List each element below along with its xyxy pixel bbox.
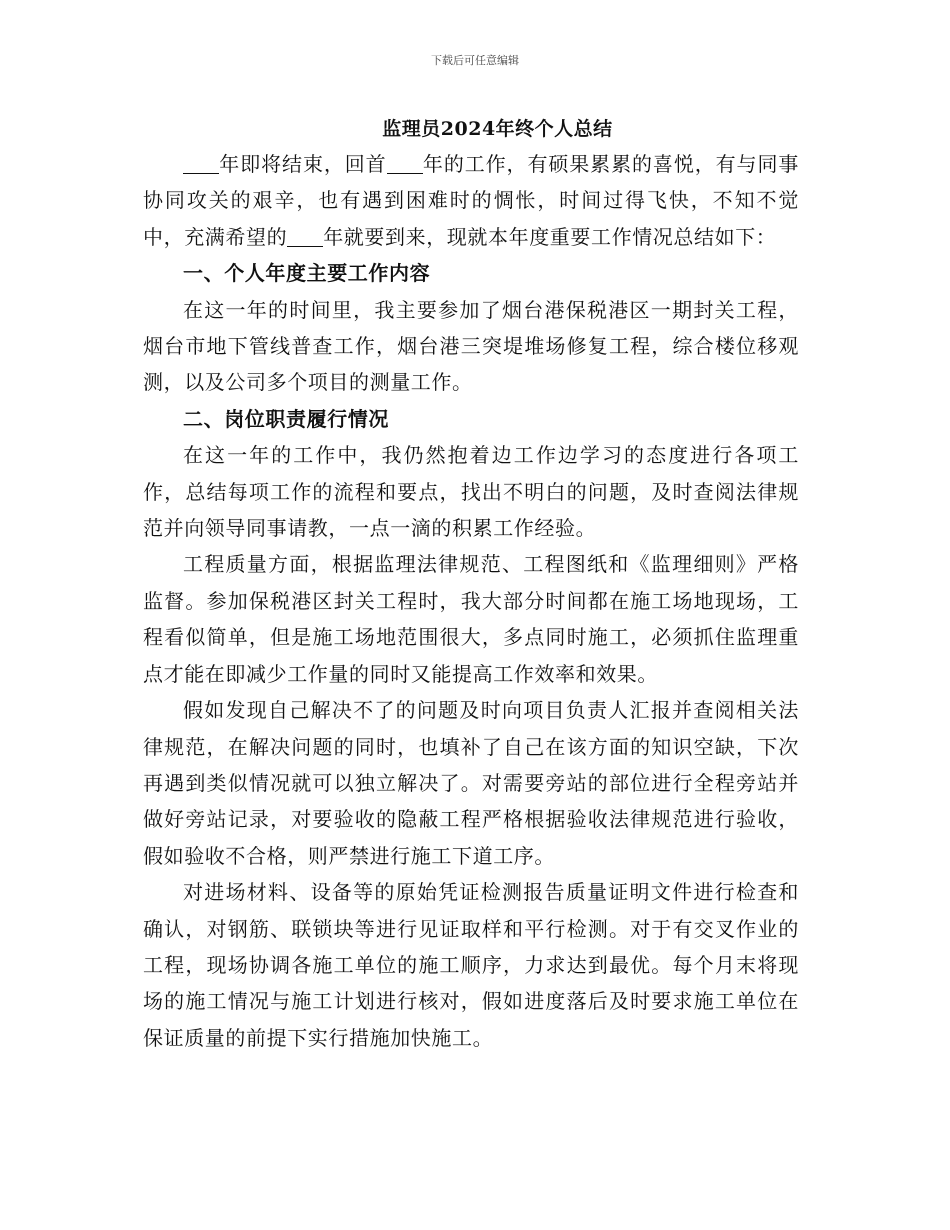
section-heading-2: 二、岗位职责履行情况 [183, 406, 389, 431]
document-title: 监理员2024年终个人总结 [382, 118, 613, 140]
intro-text-2: 年的工作，有硕果累累的喜悦，有与同事协同攻关的艰辛，也有遇到困难时的惆怅，时间过得飞快，不知不觉中，充满希望的 [143, 152, 799, 249]
section2-paragraph-4: 对进场材料、设备等的原始凭证检测报告质量证明文件进行检查和确认，对钢筋、联锁块等进行见证取样和平行检测。对于有交叉作业的工程，现场协调各施工单位的施工顺序，力求达到最优。每个月末将现场的施工情况与施工计划进行核对，假如进度落后及时要求施工单位在保证质量的前提下实行措施加快施工。 [143, 880, 799, 1050]
intro-text-3: 年就要到来，现就本年度重要工作情况总结如下： [323, 224, 777, 249]
header-note: 下载后可任意编辑 [431, 54, 519, 67]
section1-paragraph-1: 在这一年的时间里，我主要参加了烟台港保税港区一期封关工程，烟台市地下管线普查工作，烟台港三突堤堆场修复工程，综合楼位移观测，以及公司多个项目的测量工作。 [143, 297, 799, 395]
section2-paragraph-3: 假如发现自己解决不了的问题及时向项目负责人汇报并查阅相关法律规范，在解决问题的同时，也填补了自己在该方面的知识空缺，下次再遇到类似情况就可以独立解决了。对需要旁站的部位进行全程旁站并做好旁站记录，对要验收的隐蔽工程严格根据验收法律规范进行验收，假如验收不合格，则严禁进行施工下道工序。 [143, 698, 799, 868]
blank-underline [387, 153, 423, 174]
blank-underline [183, 153, 219, 174]
section-heading-1: 一、个人年度主要工作内容 [183, 261, 431, 286]
document-body [143, 146, 799, 1056]
section2-paragraph-2: 工程质量方面，根据监理法律规范、工程图纸和《监理细则》严格监督。参加保税港区封关工程时，我大部分时间都在施工场地现场，工程看似简单，但是施工场地范围很大，多点同时施工，必须抓住监理重点才能在即减少工作量的同时又能提高工作效率和效果。 [143, 552, 799, 686]
intro-paragraph [143, 146, 799, 255]
section2-paragraph-1: 在这一年的工作中，我仍然抱着边工作边学习的态度进行各项工作，总结每项工作的流程和要点，找出不明白的问题，及时查阅法律规范并向领导同事请教，一点一滴的积累工作经验。 [143, 443, 799, 541]
intro-text-1: 年即将结束，回首 [219, 152, 387, 176]
blank-underline [287, 226, 323, 247]
